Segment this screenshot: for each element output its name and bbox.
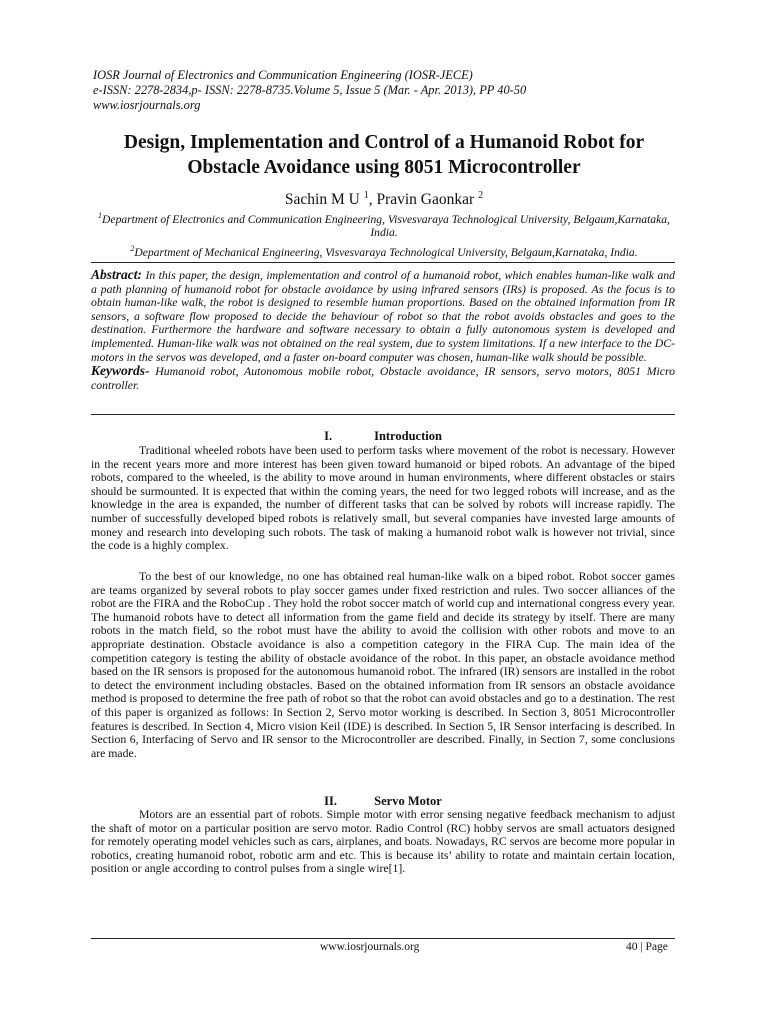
author-2: Pravin Gaonkar: [376, 191, 475, 209]
keywords-text: Humanoid robot, Autonomous mobile robot, Obstacle avoidance, IR sensors, servo motors, 8051 Micro controller.: [91, 365, 675, 392]
paper-title-line-1: Design, Implementation and Control of a Humanoid Robot for: [123, 132, 645, 153]
paper-title-line-2: Obstacle Avoidance using 8051 Microcontroller: [187, 157, 581, 178]
section-2-number: II.: [324, 794, 338, 808]
abstract-top-rule: [91, 262, 675, 263]
affiliation-2: [80, 242, 688, 259]
section-1-heading: [91, 429, 675, 443]
journal-header: [93, 68, 693, 113]
servo-paragraph-1: Motors are an essential part of robots. Simple motor with error sensing negative feedback mechanism to adjust the shaft of motor on a particular position are servo motor. Radio Control (RC) hobby servos are small actuators designed for remotely operating model vehicles such as cars, airplanes, and boats. Nowadays, RC servos are become more popular in robotics, creating humanoid robot, robotic arm and etc. This is because its’ ability to rotate and maintain certain location, position or angle according to control pulses from a single wire[1].: [91, 808, 675, 876]
affiliation-2-mark: 2: [130, 243, 135, 253]
footer-url: www.iosrjournals.org: [320, 941, 420, 953]
journal-issn: e-ISSN: 2278-2834,p- ISSN: 2278-8735.Volume 5, Issue 5 (Mar. - Apr. 2013), PP 40-50: [93, 83, 527, 97]
abstract-text: In this paper, the design, implementation and control of a humanoid robot, which enables human-like walk and a path planning of humanoid robot for obstacle avoidance by using infrared sensors (IRs) is proposed. As the focus is to obtain human-like walk, the robot is designed to resemble human proportions. Based on the obtained information from IR sensors, a software flow proposed to decide the behaviour of robot so that the robot avoids obstacles and goes to the destination. Furthermore the hardware and software necessary to obtain a fully autonomous system is developed and implemented. Human-like walk was not obtained on the real system, due to system limitations. If a new interface to the DC-motors in the servos was developed, and a faster on-board computer was chosen, human-like walk should be possible.: [91, 269, 675, 364]
paper-title: [80, 130, 688, 180]
affiliation-1: [80, 209, 688, 240]
affiliation-1-mark: 1: [98, 211, 103, 220]
author-2-affil-mark: 2: [478, 190, 484, 201]
journal-name: IOSR Journal of Electronics and Communication Engineering (IOSR-JECE): [93, 68, 473, 82]
section-1-title: Introduction: [374, 429, 442, 443]
author-1: Sachin M U: [284, 191, 360, 209]
author-list: [80, 187, 688, 209]
footer-page-number: 40 | Page: [626, 941, 668, 953]
section-2-title: Servo Motor: [374, 794, 442, 808]
affiliations: [80, 209, 688, 259]
abstract-label: Abstract:: [91, 267, 143, 282]
journal-website: www.iosrjournals.org: [93, 98, 201, 112]
intro-paragraph-2: To the best of our knowledge, no one has obtained real human-like walk on a biped robot. Robot soccer games are teams organized by several robots to play soccer games under fixed restriction and rules. Two soccer alliances of the robot are the FIRA and the RoboCup . They hold the robot soccer match of world cup and international congress every year. The humanoid robots have to detect all information from the game field and decide its strategy by itself. There are many robots in the match field, so the robot must have the ability to avoid the collision with other robots and move to an appropriate destination. Obstacle avoidance is also a competition category in the FIRA Cup. The main idea of the competition category is testing the ability of obstacle avoidance of the robot. In this paper, an obstacle avoidance method based on the IR sensors is proposed for the autonomous humanoid robot. The infrared (IR) sensors are installed in the robot to detect the environment including obstacles. Based on the obtained information from IR sensors an obstacle avoidance method is proposed to determine the free path of robot so that the robot can avoid obstacles and go to a destination. The rest of this paper is organized as follows: In Section 2, Servo motor working is described. In Section 3, 8051 Microcontroller features is described. In Section 4, Micro vision Keil (IDE) is described. In Section 5, IR Sensor interfacing is described. In Section 6, Interfacing of Servo and IR sensor to the Microcontroller are described. Finally, in Section 7, some conclusions are made.: [91, 570, 675, 760]
keywords-label: Keywords-: [91, 363, 150, 379]
author-separator: ,: [368, 191, 377, 209]
intro-paragraph-1: Traditional wheeled robots have been used to perform tasks where movement of the robot is necessary. However in the recent years more and more interest has been given toward humanoid or biped robots. An advantage of the biped robots, compared to the wheeled, is the ability to move around in human environments, where different obstacles or stairs should be surmounted. It is expected that within the coming years, the need for two legged robots will increase, and as the knowledge in the area is expanded, the number of different tasks that can be solved by robots will increase rapidly. The number of successfully developed biped robots is relatively small, but several companies have invested large amounts of money and research into developing such robots. The task of making a humanoid robot walk is however not trivial, since the code is a highly complex.: [91, 444, 675, 553]
abstract-bottom-rule: [91, 414, 675, 415]
section-2-heading: [91, 794, 675, 808]
abstract-block: [91, 268, 675, 392]
footer-rule: [91, 938, 675, 939]
author-1-affil-mark: 1: [363, 190, 369, 201]
affiliation-1-text: Department of Electronics and Communication Engineering, Visvesvaraya Technological University, Belgaum,Karnataka, India.: [102, 212, 670, 240]
affiliation-2-text: Department of Mechanical Engineering, Visvesvaraya Technological University, Belgaum,Karnataka, India.: [134, 245, 638, 259]
keywords-paragraph: [91, 364, 675, 392]
section-1-number: I.: [324, 429, 333, 443]
abstract-paragraph: [91, 268, 675, 364]
